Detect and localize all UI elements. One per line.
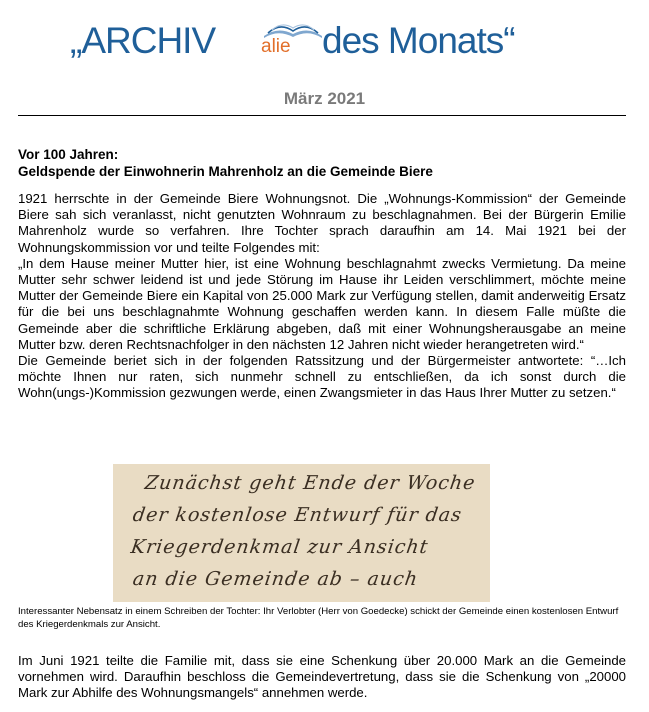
logo-text-archiv: „ARCHIV: [70, 20, 216, 61]
paragraph-reply: Die Gemeinde beriet sich in der folgenden Ratssitzung und der Bürgermeister antwortete: “…Ich möchte Ihnen nur raten, sich nunmehr schnell zu entschließen, da ich sonst durch die Wohn(ungs-)Kommission gezwungen werde, einen Zwangsmieter in das Haus Ihrer Mutter zu setzen.“: [18, 353, 626, 401]
page-header: [0, 14, 649, 74]
logo-text-des-monats: des Monats“: [322, 20, 515, 61]
logo-text-alie: alie: [261, 36, 291, 57]
handwriting-photo: [113, 464, 490, 602]
handwriting-line: Zunächst geht Ende der Woche: [143, 472, 478, 494]
paragraph-conclusion: Im Juni 1921 teilte die Familie mit, dass sie eine Schenkung über 20.000 Mark an die Gemeinde vornehmen wird. Daraufhin beschloss die Gemeindevertretung, dass sie die Schenkung von „20000 Mark zur Abhilfe des Wohnungsmangels“ annehmen werde.: [18, 653, 626, 701]
handwriting-line: an die Gemeinde ab – auch: [131, 568, 420, 590]
photo-caption: Interessanter Nebensatz in einem Schreiben der Tochter: Ihr Verlobter (Herr von Goedecke) schickt der Gemeinde einen kostenlosen Entwurf des Kriegerdenkmals zur Ansicht.: [18, 606, 619, 630]
heading-line-2: Geldspende der Einwohnerin Mahrenholz an die Gemeinde Biere: [18, 164, 433, 179]
handwriting-line: der kostenlose Entwurf für das: [131, 504, 464, 526]
handwriting-line: Kriegerdenkmal zur Ansicht: [129, 536, 430, 558]
article-heading: [18, 146, 626, 180]
divider: [18, 115, 626, 116]
paragraph-intro: 1921 herrschte in der Gemeinde Biere Wohnungsnot. Die „Wohnungs-Kommission“ der Gemeinde Biere sah sich veranlasst, nicht genutzten Wohnraum zu beschlagnahmen. Bei der Bürgerin Emilie Mahrenholz wurde so verfahren. Ihre Tochter sprach daraufhin am 14. Mai 1921 bei der Wohnungskommission vor und teilte Folgendes mit:: [18, 191, 626, 255]
heading-line-1: Vor 100 Jahren:: [18, 147, 119, 162]
paragraph-quote: „In dem Hause meiner Mutter hier, ist eine Wohnung beschlagnahmt zwecks Vermietung. Da meine Mutter sehr schwer leidend ist und jede Störung im Hause ihr Leiden verschlimmert, möchte meine Mutter der Gemeinde Biere ein Kapital von 25.000 Mark zur Verfügung stellen, damit anderweitig Ersatz für die bei uns beschlagnahmte Wohnung geschaffen werden kann. In diesem Falle müßte die Gemeinde aber die schriftliche Erklärung abgeben, daß mit einer Wohnungsherausgabe an meine Mutter bzw. deren Rechtsnachfolger in den nächsten 12 Jahren nicht wieder herangetreten wird.“: [18, 255, 626, 352]
article-body: [18, 191, 626, 402]
month-title: März 2021: [283, 89, 366, 108]
